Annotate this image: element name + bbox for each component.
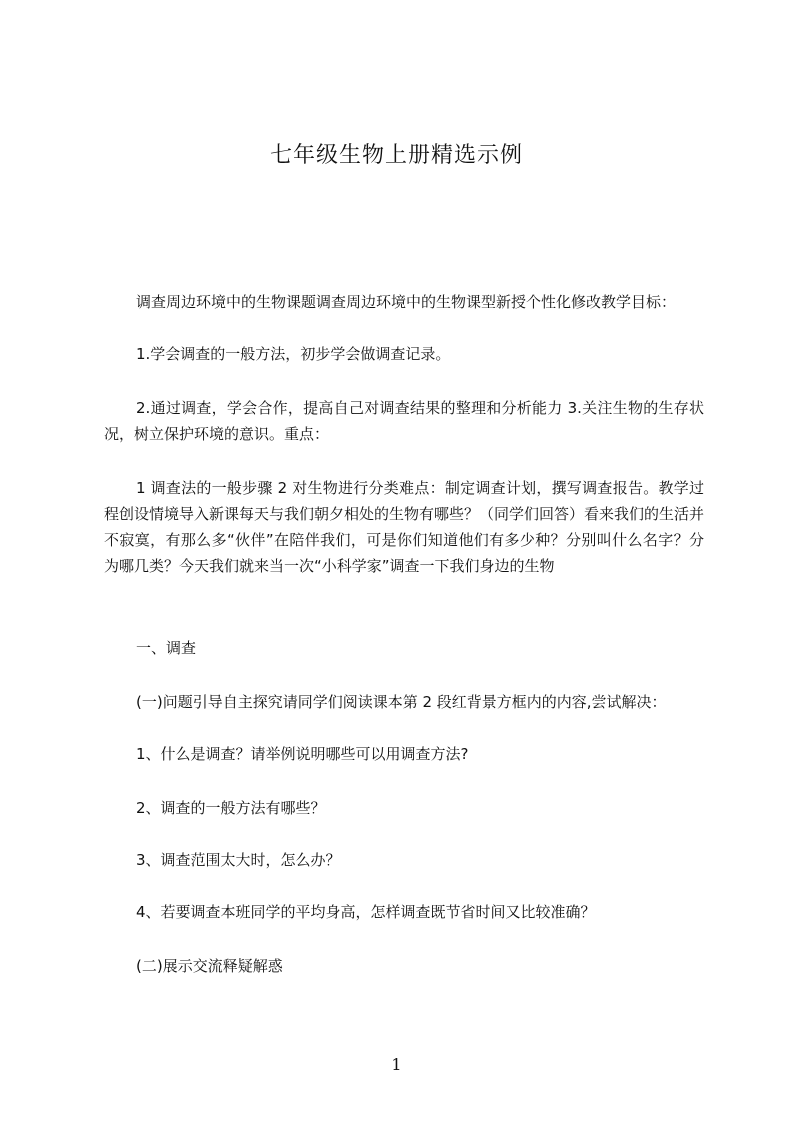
document-title: 七年级生物上册精选示例	[269, 143, 523, 168]
paragraph-process: 1 调查法的一般步骤 2 对生物进行分类难点：制定调查计划，撰写调查报告。教学过程创设情境导入新课每天与我们朝夕相处的生物有哪些？（同学们回答）看来我们的生活并不寂寞，有那么多“伙伴”在陪伴我们，可是你们知道他们有多少种？分别叫什么名字？分为哪几类？今天我们就来当一次“小科学家”调查一下我们身边的生物	[104, 479, 705, 575]
question-3: 3、调查范围太大时，怎么办？	[136, 851, 341, 869]
paragraph-goal-2-3: 2.通过调查，学会合作，提高自己对调查结果的整理和分析能力 3.关注生物的生存状况，树立保护环境的意识。重点：	[104, 399, 704, 443]
paragraph-intro: 调查周边环境中的生物课题调查周边环境中的生物课型新授个性化修改教学目标：	[136, 293, 677, 311]
page-number: 1	[391, 1055, 402, 1074]
paragraph-goal-1: 1.学会调查的一般方法，初步学会做调查记录。	[136, 345, 451, 363]
question-2: 2、调查的一般方法有哪些？	[136, 799, 326, 817]
subsection-heading-2: (二)展示交流释疑解惑	[136, 957, 283, 975]
subsection-heading-1: (一)问题引导自主探究请同学们阅读课本第 2 段红背景方框内的内容,尝试解决：	[136, 693, 667, 711]
section-heading-survey: 一、调查	[136, 639, 197, 657]
question-1: 1、什么是调查？请举例说明哪些可以用调查方法?	[136, 745, 469, 763]
question-4: 4、若要调查本班同学的平均身高，怎样调查既节省时间又比较准确？	[136, 903, 596, 921]
